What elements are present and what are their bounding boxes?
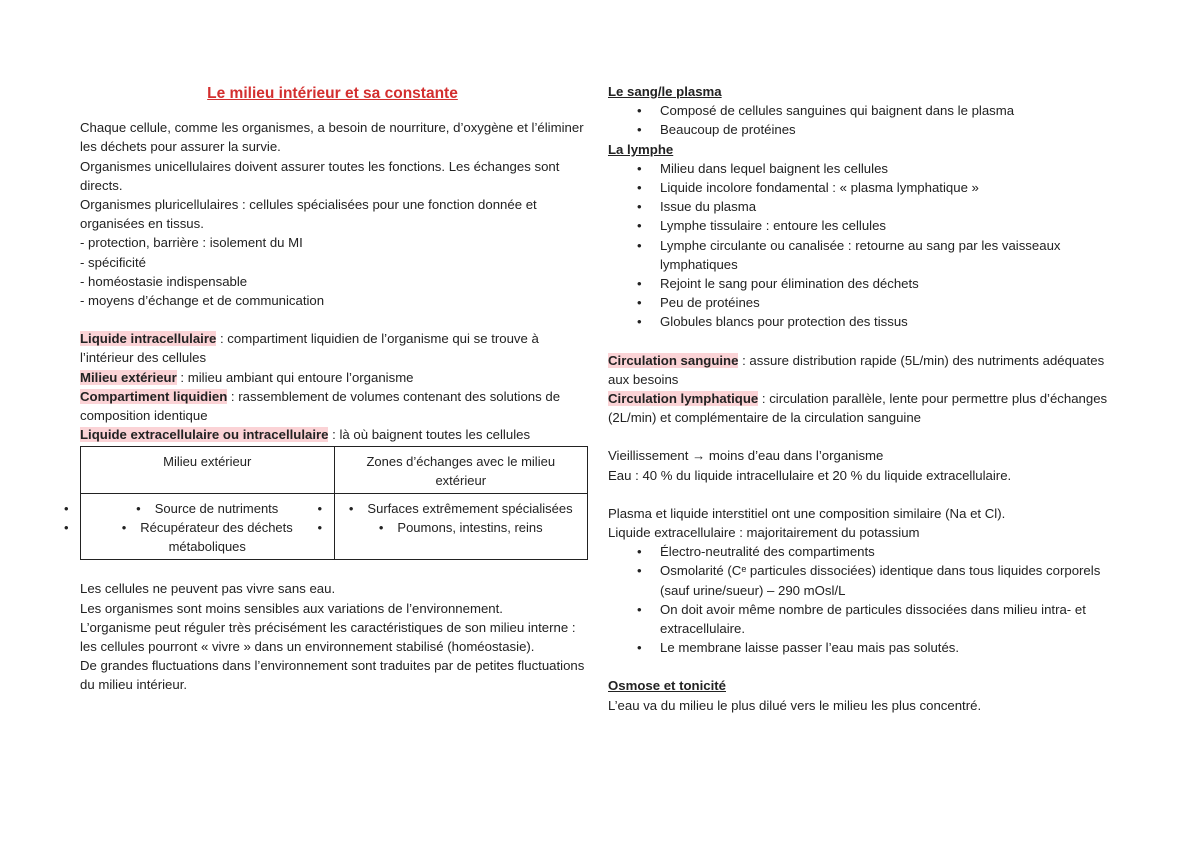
table-header: Zones d’échanges avec le milieu extérieur <box>334 447 588 494</box>
table-header: Milieu extérieur <box>81 447 335 494</box>
outro-line: Les organismes sont moins sensibles aux variations de l’environnement. <box>80 600 503 616</box>
bullet-icon: • <box>378 520 384 536</box>
definition-text: : là où baignent toutes les cellules <box>328 427 531 443</box>
paragraph: L’eau va du milieu le plus dilué vers le milieu les plus concentré. <box>608 697 982 713</box>
section-heading-sang: Le sang/le plasma <box>608 84 722 99</box>
list-item: • Lymphe tissulaire : entoure les cellules <box>660 216 1108 235</box>
intro-line: Organismes unicellulaires doivent assurer toutes les fonctions. Les échanges sont directs. <box>80 158 560 193</box>
definition-term: Circulation sanguine <box>608 352 739 368</box>
list-item: • Le membrane laisse passer l’eau mais pas solutés. <box>660 638 1108 657</box>
definition-term: Liquide extracellulaire ou intracellulaire <box>80 427 329 443</box>
list-item: • • Poumons, intestins, reins <box>341 518 582 537</box>
lymphe-list <box>608 159 1108 332</box>
cell-list <box>87 499 328 556</box>
bullet-icon: • <box>348 501 354 517</box>
list-item: • Issue du plasma <box>660 197 1108 216</box>
definition-term: Milieu extérieur <box>80 369 177 385</box>
list-item: • On doit avoir même nombre de particules dissociées dans milieu intra- et extracellulaire. <box>660 600 1108 638</box>
list-item: • • Récupérateur des déchets métaboliques <box>87 518 328 556</box>
intro-line: - spécificité <box>80 254 146 270</box>
definition-term: Liquide intracellulaire <box>80 331 217 347</box>
intro-line: - moyens d’échange et de communication <box>80 293 325 309</box>
left-column <box>80 82 585 695</box>
bullet-icon: • <box>136 501 141 517</box>
definition-text: : circulation parallèle, lente pour permettre plus d’échanges (2L/min) et complémentaire de la circulation sanguine <box>608 391 1108 426</box>
definition-text: : rassemblement de volumes contenant des solutions de composition identique <box>80 388 561 424</box>
list-item: • Rejoint le sang pour élimination des déchets <box>660 274 1108 293</box>
paragraph: Liquide extracellulaire : majoritairement du potassium <box>608 525 920 541</box>
list-item: • Osmolarité (Cᵉ particules dissociées) identique dans tous liquides corporels (sauf urine/sueur) – 290 mOsl/L <box>660 561 1108 599</box>
outro-line: L’organisme peut réguler très précisément les caractéristiques de son milieu interne : les cellules pourront « vivre » dans un environnement stabilisé (homéostasie). <box>80 619 576 655</box>
list-item: • Liquide incolore fondamental : « plasma lymphatique » <box>660 178 1108 197</box>
list-item: • Composé de cellules sanguines qui baignent dans le plasma <box>660 101 1108 120</box>
extra-list <box>608 542 1108 657</box>
definition <box>80 368 585 387</box>
table-cell <box>334 494 588 560</box>
list-item: • • Source de nutriments <box>87 499 328 518</box>
list-item: • Électro-neutralité des compartiments <box>660 542 1108 561</box>
paragraph: Plasma et liquide interstitiel ont une composition similaire (Na et Cl). <box>608 505 1006 521</box>
definition <box>608 389 1108 427</box>
intro-line: - homéostasie indispensable <box>80 273 248 289</box>
definition <box>608 351 1108 389</box>
paragraph: Eau : 40 % du liquide intracellulaire et 20 % du liquide extracellulaire. <box>608 467 1012 483</box>
definition-text: : assure distribution rapide (5L/min) des nutriments adéquates aux besoins <box>608 352 1105 387</box>
right-column <box>608 82 1108 715</box>
definition-text: : milieu ambiant qui entoure l’organisme <box>176 369 414 385</box>
list-item: • Beaucoup de protéines <box>660 120 1108 139</box>
paragraph: Vieillissement → moins d’eau dans l’organisme <box>608 448 884 464</box>
definition-text: : compartiment liquidien de l’organisme qui se trouve à l’intérieur des cellules <box>80 331 539 366</box>
sang-list <box>608 101 1108 139</box>
section-heading-osmose: Osmose et tonicité <box>608 678 726 694</box>
bullet-icon: • <box>121 520 127 536</box>
outro-line: De grandes fluctuations dans l’environnement sont traduites par de petites fluctuations du milieu intérieur. <box>80 658 585 693</box>
list-item: • Milieu dans lequel baignent les cellules <box>660 159 1108 178</box>
outro-line: Les cellules ne peuvent pas vivre sans eau. <box>80 581 336 597</box>
page-title: Le milieu intérieur et sa constante <box>207 85 458 102</box>
exchange-table <box>80 446 588 560</box>
intro-line: Organismes pluricellulaires : cellules spécialisées pour une fonction donnée et organisées en tissus. <box>80 197 537 232</box>
list-item: • Globules blancs pour protection des tissus <box>660 312 1108 331</box>
intro-line: Chaque cellule, comme les organismes, a besoin de nourriture, d’oxygène et l’éliminer les déchets pour assurer la survie. <box>80 120 584 155</box>
list-item: • • Surfaces extrêmement spécialisées <box>341 499 582 518</box>
intro-line: - protection, barrière : isolement du MI <box>80 235 303 251</box>
definition <box>80 425 585 444</box>
definition <box>80 387 585 425</box>
cell-list <box>341 499 582 537</box>
list-item: • Lymphe circulante ou canalisée : retourne au sang par les vaisseaux lymphatiques <box>660 236 1108 274</box>
list-item: • Peu de protéines <box>660 293 1108 312</box>
section-heading-lymphe: La lymphe <box>608 141 674 157</box>
definition-term: Circulation lymphatique <box>608 391 759 407</box>
table-cell <box>81 494 335 560</box>
definition-term: Compartiment liquidien <box>80 388 228 404</box>
definition <box>80 329 585 367</box>
